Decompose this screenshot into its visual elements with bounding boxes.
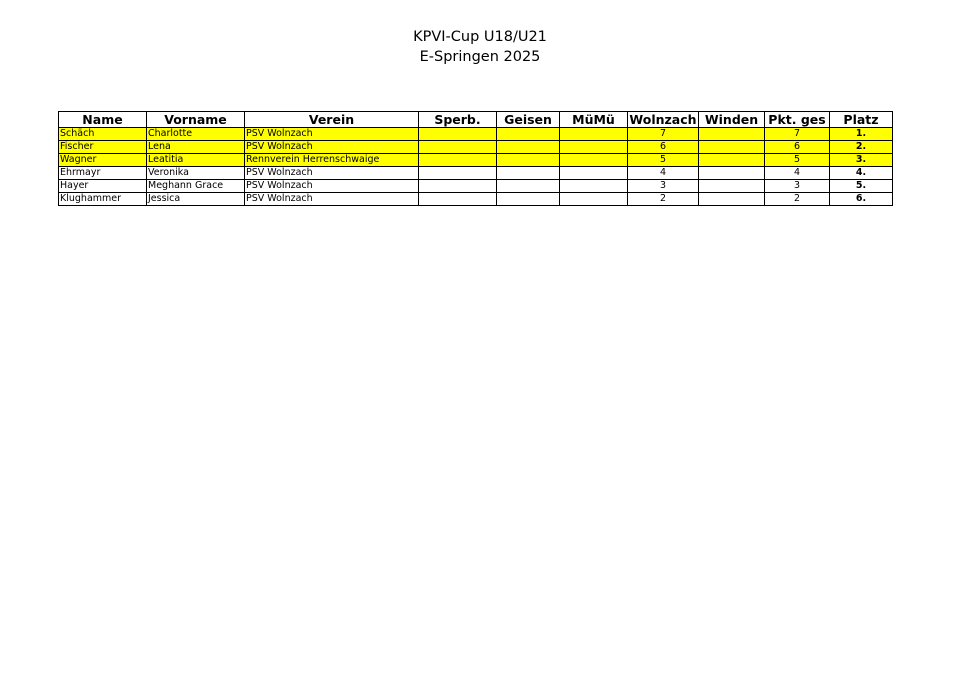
cell-platz: 2.: [830, 141, 893, 154]
table-row: [59, 128, 893, 141]
cell-winden: [699, 128, 765, 141]
cell-winden: [699, 180, 765, 193]
cell-verein: Rennverein Herrenschwaige: [245, 154, 419, 167]
cell-name: Hayer: [59, 180, 147, 193]
cell-sperb: [419, 180, 497, 193]
header-sperb: Sperb.: [419, 112, 497, 128]
cell-mumu: [560, 128, 628, 141]
cell-wolnzach: 5: [628, 154, 699, 167]
cell-name: Schäch: [59, 128, 147, 141]
cell-verein: PSV Wolnzach: [245, 180, 419, 193]
cell-name: Fischer: [59, 141, 147, 154]
header-row: [59, 112, 893, 128]
header-geisen: Geisen: [497, 112, 560, 128]
cell-verein: PSV Wolnzach: [245, 193, 419, 206]
cell-geisen: [497, 128, 560, 141]
cell-sperb: [419, 193, 497, 206]
cell-pkt-ges: 3: [765, 180, 830, 193]
cell-platz: 3.: [830, 154, 893, 167]
cell-geisen: [497, 167, 560, 180]
cell-winden: [699, 193, 765, 206]
cell-wolnzach: 7: [628, 128, 699, 141]
cell-winden: [699, 167, 765, 180]
cell-vorname: Charlotte: [147, 128, 245, 141]
cell-platz: 6.: [830, 193, 893, 206]
cell-vorname: Meghann Grace: [147, 180, 245, 193]
header-vorname: Vorname: [147, 112, 245, 128]
cell-mumu: [560, 167, 628, 180]
cell-vorname: Leatitia: [147, 154, 245, 167]
cell-mumu: [560, 154, 628, 167]
cell-name: Ehrmayr: [59, 167, 147, 180]
cell-sperb: [419, 128, 497, 141]
header-winden: Winden: [699, 112, 765, 128]
cell-verein: PSV Wolnzach: [245, 128, 419, 141]
cell-sperb: [419, 154, 497, 167]
cell-geisen: [497, 141, 560, 154]
cell-geisen: [497, 180, 560, 193]
header-platz: Platz: [830, 112, 893, 128]
cell-mumu: [560, 141, 628, 154]
cell-vorname: Veronika: [147, 167, 245, 180]
cell-sperb: [419, 167, 497, 180]
cell-wolnzach: 4: [628, 167, 699, 180]
cell-sperb: [419, 141, 497, 154]
cell-geisen: [497, 193, 560, 206]
cell-name: Wagner: [59, 154, 147, 167]
title-line-2: E-Springen 2025: [419, 49, 541, 65]
cell-mumu: [560, 193, 628, 206]
table-row: [59, 180, 893, 193]
cell-wolnzach: 3: [628, 180, 699, 193]
cell-pkt-ges: 7: [765, 128, 830, 141]
cell-wolnzach: 2: [628, 193, 699, 206]
cell-mumu: [560, 180, 628, 193]
cell-platz: 5.: [830, 180, 893, 193]
table-row: [59, 141, 893, 154]
header-verein: Verein: [245, 112, 419, 128]
cell-pkt-ges: 4: [765, 167, 830, 180]
cell-winden: [699, 154, 765, 167]
cell-platz: 1.: [830, 128, 893, 141]
cell-platz: 4.: [830, 167, 893, 180]
cell-wolnzach: 6: [628, 141, 699, 154]
cell-pkt-ges: 5: [765, 154, 830, 167]
header-name: Name: [59, 112, 147, 128]
cell-verein: PSV Wolnzach: [245, 141, 419, 154]
cell-vorname: Lena: [147, 141, 245, 154]
cell-verein: PSV Wolnzach: [245, 167, 419, 180]
cell-pkt-ges: 6: [765, 141, 830, 154]
header-wolnzach: Wolnzach: [629, 112, 697, 127]
results-table: [58, 111, 893, 206]
title-line-1: KPVI-Cup U18/U21: [413, 29, 547, 45]
document-title: [0, 27, 960, 67]
cell-geisen: [497, 154, 560, 167]
cell-name: Klughammer: [59, 193, 147, 206]
cell-winden: [699, 141, 765, 154]
table-row: [59, 193, 893, 206]
header-mumu: MüMü: [560, 112, 628, 128]
table-row: [59, 167, 893, 180]
header-pkt-ges: Pkt. ges: [765, 112, 830, 128]
cell-pkt-ges: 2: [765, 193, 830, 206]
cell-vorname: Jessica: [147, 193, 245, 206]
table-row: [59, 154, 893, 167]
